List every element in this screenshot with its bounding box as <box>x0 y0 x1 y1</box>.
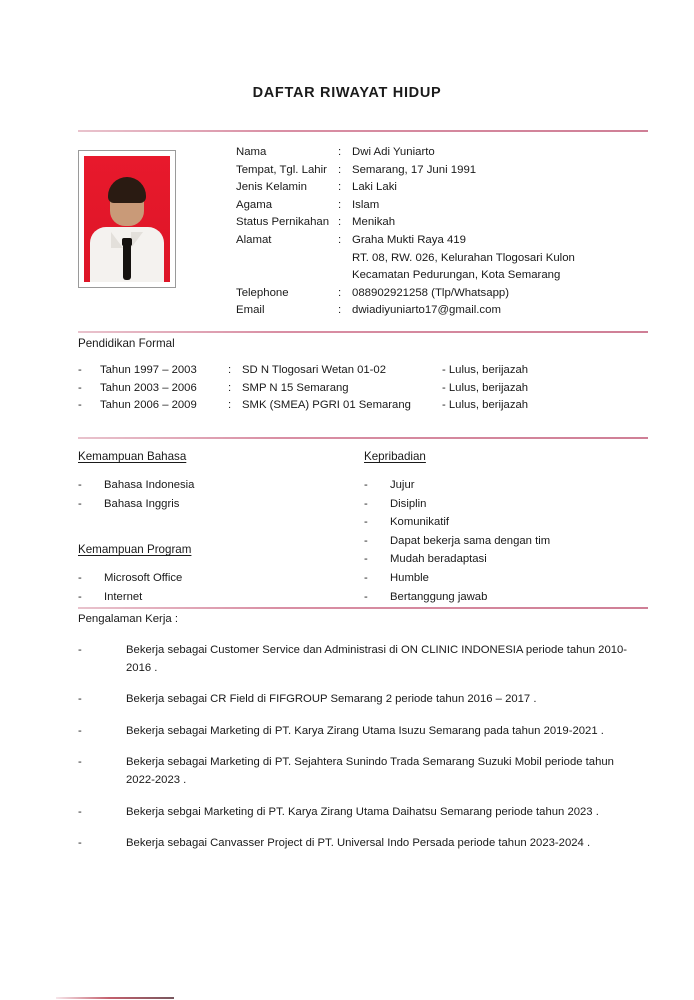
personality-item <box>364 495 638 514</box>
portrait-tie <box>123 244 131 280</box>
bio-value: Kecamatan Pedurungan, Kota Semarang <box>352 269 561 282</box>
education-status: - Lulus, berijazah <box>442 399 529 411</box>
education-row <box>78 397 638 415</box>
language-skills-heading: Kemampuan Bahasa <box>78 450 187 463</box>
personality-item <box>364 550 638 569</box>
education-colon: : <box>228 364 232 376</box>
personality-label: Komunikatif <box>390 516 450 529</box>
bio-colon: : <box>338 286 342 299</box>
bio-value: dwiadiyuniarto17@gmail.com <box>352 304 501 317</box>
divider-education <box>78 331 648 333</box>
work-experience-item <box>78 691 638 709</box>
bio-row-agama <box>236 197 638 215</box>
bio-colon: : <box>338 163 342 176</box>
work-experience-text: Bekerja sebagai CR Field di FIFGROUP Semarang 2 periode tahun 2016 – 2017 . <box>126 693 537 706</box>
bio-colon: : <box>338 181 342 194</box>
language-skill-label: Bahasa Indonesia <box>104 479 195 491</box>
divider-bottom <box>56 997 174 999</box>
bio-label: Agama <box>236 198 273 211</box>
bio-label: Email <box>236 304 265 317</box>
personality-label: Jujur <box>390 479 415 491</box>
bio-value: Graha Mukti Raya 419 <box>352 233 466 246</box>
work-experience-section <box>78 613 638 867</box>
bio-row-telephone <box>236 285 638 303</box>
bio-value: Islam <box>352 198 380 211</box>
personality-item <box>364 569 638 588</box>
bio-table <box>236 142 638 320</box>
personality-label: Bertanggung jawab <box>390 590 488 603</box>
bio-value: Menikah <box>352 216 396 229</box>
bio-row-alamat-line2 <box>236 250 638 268</box>
program-skills-heading: Kemampuan Program <box>78 543 192 557</box>
skills-right-column <box>358 450 638 606</box>
work-experience-text: Bekerja sebagai Canvasser Project di PT. Universal Indo Persada periode tahun 2023-2024 . <box>126 837 591 850</box>
program-skill-item <box>78 588 358 607</box>
bio-label: Nama <box>236 146 267 158</box>
education-school: SMP N 15 Semarang <box>242 381 349 394</box>
bio-label: Alamat <box>236 233 272 246</box>
education-colon: : <box>228 399 232 411</box>
education-colon: : <box>228 381 232 394</box>
portrait-photo <box>84 156 170 282</box>
bio-row-email <box>236 302 638 320</box>
education-section <box>78 337 638 415</box>
work-experience-text: Bekerja sebagai Marketing di PT. Karya Zirang Utama Isuzu Semarang pada tahun 2019-2021 . <box>126 724 604 737</box>
education-school: SD N Tlogosari Wetan 01-02 <box>242 364 387 376</box>
education-row <box>78 362 638 380</box>
education-status: - Lulus, berijazah <box>442 364 529 376</box>
bullet-dash: - <box>78 479 82 491</box>
portrait-hair <box>108 177 146 203</box>
bio-value: Dwi Adi Yuniarto <box>352 146 435 158</box>
work-experience-item <box>78 754 638 789</box>
bio-colon: : <box>338 233 342 246</box>
bullet-dash: - <box>78 805 82 818</box>
bullet-dash: - <box>78 693 82 706</box>
bullet-dash: - <box>78 399 82 411</box>
bio-value: Laki Laki <box>352 181 397 194</box>
bio-row-alamat <box>236 232 638 250</box>
education-years: Tahun 2003 – 2006 <box>100 381 197 394</box>
bio-row-nama <box>236 144 638 162</box>
personality-item <box>364 532 638 551</box>
photo-frame <box>78 150 176 288</box>
work-experience-item <box>78 835 638 853</box>
bio-label: Telephone <box>236 286 289 299</box>
bullet-dash: - <box>78 364 82 376</box>
skills-left-column <box>78 450 358 606</box>
bio-colon: : <box>338 304 342 317</box>
personality-label: Dapat bekerja sama dengan tim <box>390 534 551 547</box>
work-experience-item <box>78 642 638 677</box>
bio-value: Semarang, 17 Juni 1991 <box>352 163 477 176</box>
bullet-dash: - <box>364 553 368 566</box>
program-skill-label: Microsoft Office <box>104 572 183 585</box>
bullet-dash: - <box>364 534 368 547</box>
bullet-dash: - <box>78 590 82 603</box>
divider-skills <box>78 437 648 439</box>
language-skill-item <box>78 495 358 514</box>
identity-section <box>78 142 638 320</box>
bio-label: Tempat, Tgl. Lahir <box>236 163 327 176</box>
bullet-dash: - <box>78 381 82 394</box>
language-skill-item <box>78 476 358 495</box>
bio-colon: : <box>338 198 342 211</box>
education-status: - Lulus, berijazah <box>442 381 529 394</box>
bullet-dash: - <box>78 837 82 850</box>
divider-work <box>78 607 648 609</box>
work-experience-text: Bekerja sebagai Customer Service dan Administrasi di ON CLINIC INDONESIA periode tahun 2010-2016 . <box>126 644 628 674</box>
bullet-dash: - <box>78 724 82 737</box>
bullet-dash: - <box>364 571 368 584</box>
portrait-collar-right <box>131 232 143 248</box>
personality-label: Humble <box>390 571 429 584</box>
divider-top <box>78 130 648 132</box>
education-years: Tahun 2006 – 2009 <box>100 399 197 411</box>
bullet-dash: - <box>78 756 82 769</box>
bullet-dash: - <box>78 644 82 656</box>
personality-item <box>364 513 638 532</box>
bullet-dash: - <box>364 516 368 529</box>
education-heading: Pendidikan Formal <box>78 337 175 350</box>
page-title: DAFTAR RIWAYAT HIDUP <box>252 85 442 101</box>
education-row <box>78 380 638 398</box>
skills-section <box>78 450 638 606</box>
bio-label: Status Pernikahan <box>236 216 330 229</box>
education-years: Tahun 1997 – 2003 <box>100 364 197 376</box>
bullet-dash: - <box>78 572 82 585</box>
language-skill-label: Bahasa Inggris <box>104 497 180 510</box>
work-experience-item <box>78 804 638 822</box>
work-experience-text: Bekerja sebgai Marketing di PT. Karya Zirang Utama Daihatsu Semarang periode tahun 2023 . <box>126 805 599 818</box>
work-experience-item <box>78 723 638 741</box>
program-skill-item <box>78 569 358 588</box>
bio-value: RT. 08, RW. 026, Kelurahan Tlogosari Kulon <box>352 251 575 264</box>
bio-colon: : <box>338 146 342 158</box>
bio-label: Jenis Kelamin <box>236 181 307 194</box>
personality-label: Disiplin <box>390 497 427 510</box>
program-skill-label: Internet <box>104 590 143 603</box>
bio-row-tempat-tgl-lahir <box>236 162 638 180</box>
bio-colon: : <box>338 216 342 229</box>
bio-row-alamat-line3 <box>236 267 638 285</box>
bio-value: 088902921258 (Tlp/Whatsapp) <box>352 286 510 299</box>
personality-item <box>364 588 638 607</box>
bullet-dash: - <box>364 497 368 510</box>
personality-item <box>364 476 638 495</box>
bullet-dash: - <box>78 497 82 510</box>
bio-row-status-pernikahan <box>236 214 638 232</box>
work-experience-text: Bekerja sebagai Marketing di PT. Sejahtera Sunindo Trada Semarang Suzuki Mobil periode tahun 2022-2023 . <box>126 756 614 786</box>
bullet-dash: - <box>364 479 368 491</box>
work-experience-heading: Pengalaman Kerja : <box>78 613 179 625</box>
bio-row-jenis-kelamin <box>236 179 638 197</box>
education-school: SMK (SMEA) PGRI 01 Semarang <box>242 399 411 411</box>
personality-heading: Kepribadian <box>364 450 426 463</box>
personality-label: Mudah beradaptasi <box>390 553 487 566</box>
bullet-dash: - <box>364 590 368 603</box>
